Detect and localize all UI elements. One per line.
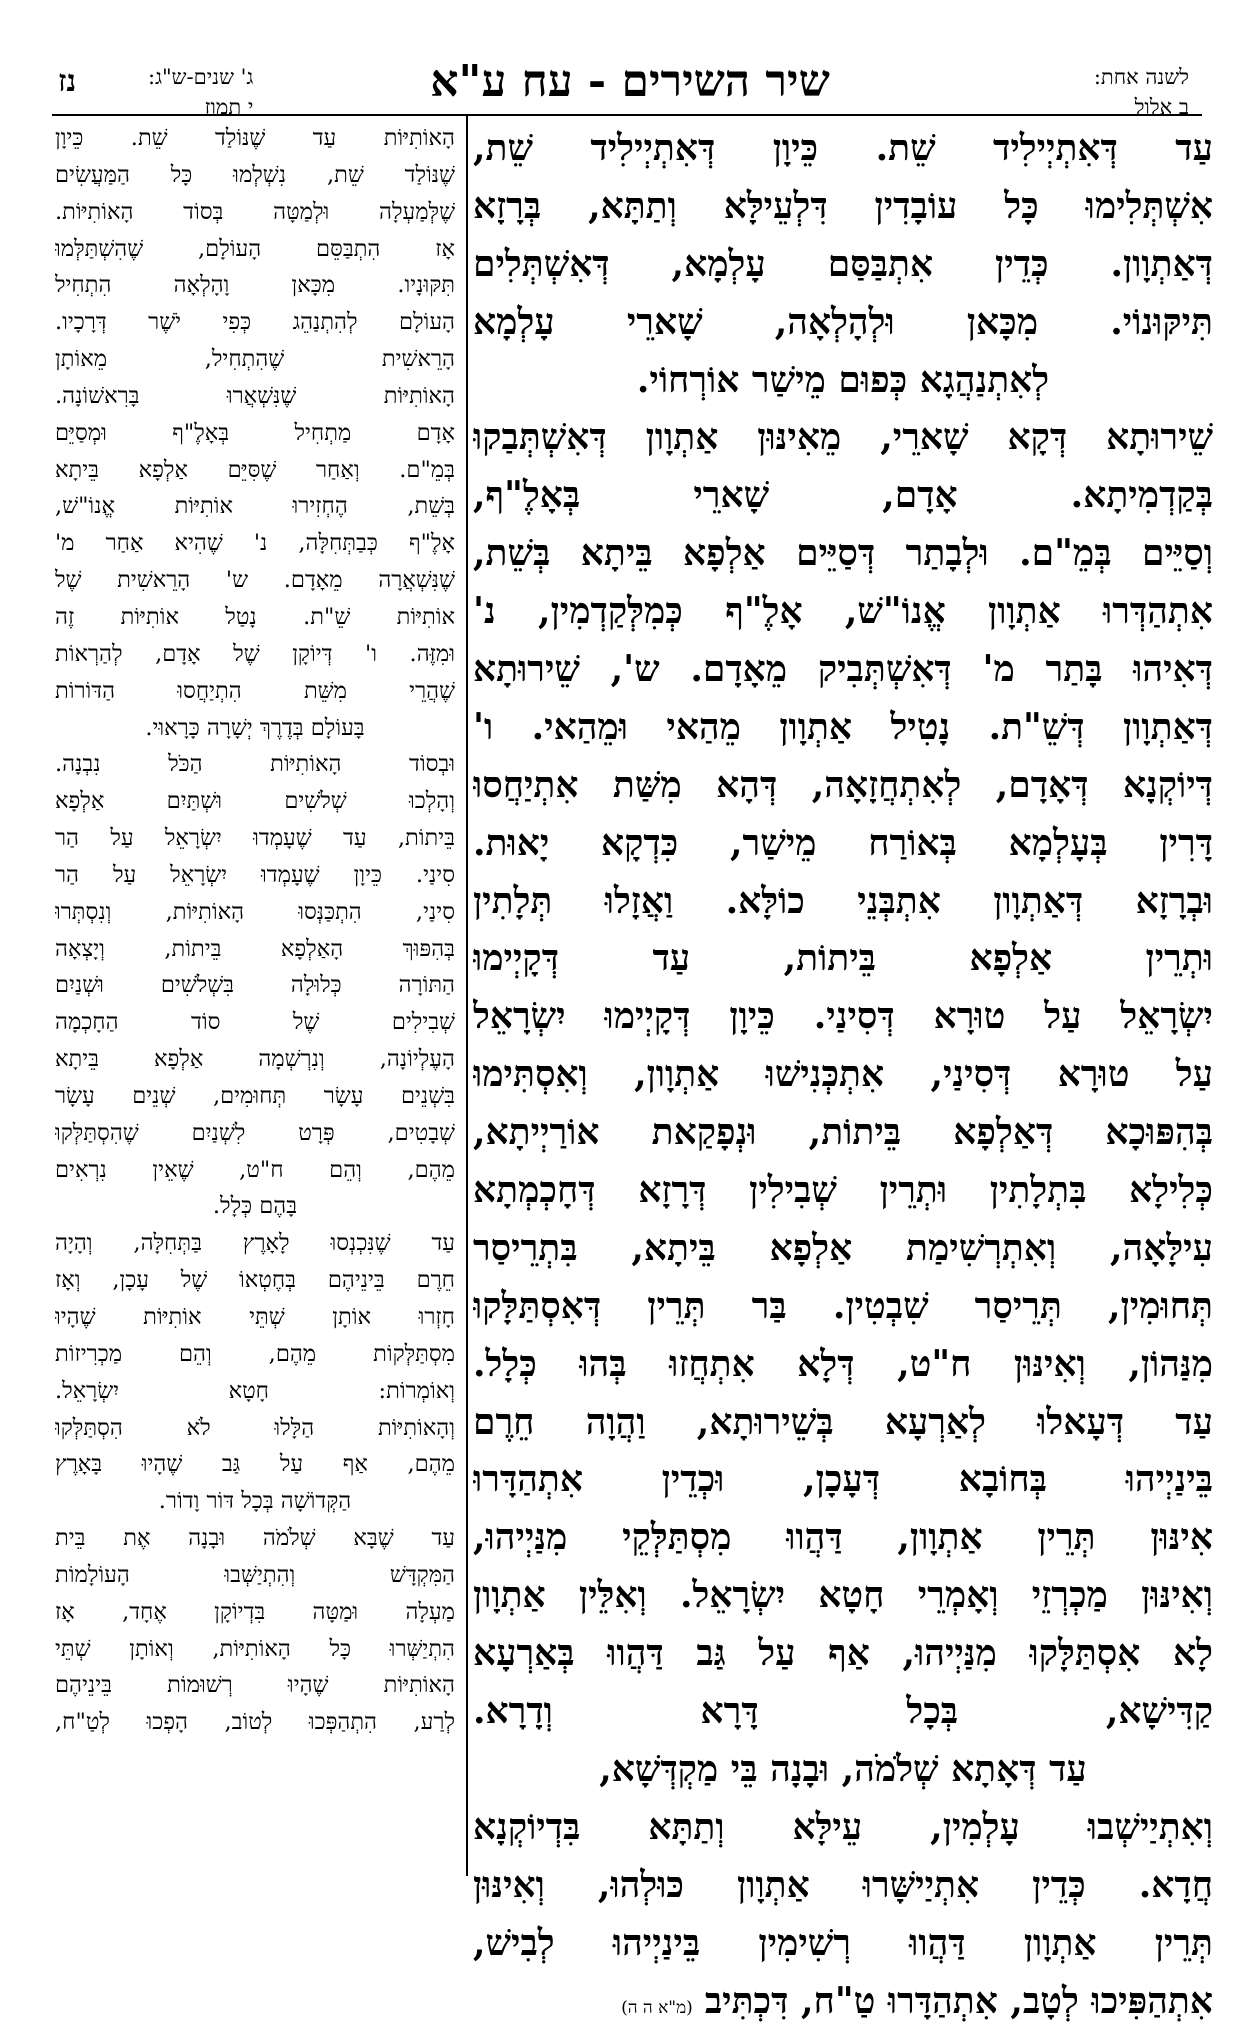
commentary-text-line: עַד שֶׁנִּכְנְסוּ לָאָרֶץ בַּתְּחִלָּה, וְהָיָה bbox=[55, 1225, 455, 1262]
main-text-line: עַד דְּאָתָא שְׁלֹמֹה, וּבָנָה בֵּי מַקְדְּשָׁא, bbox=[473, 1741, 1213, 1799]
schedule-three-years bbox=[148, 62, 253, 122]
main-text-line: עַל טוּרָא דְּסִינַי, אִתְכְּנִישׁוּ אַתְוָון, וְאִסְתִּימוּ bbox=[473, 1046, 1213, 1104]
commentary-text-line: תִּקּוּנָיו. מִכָּאן וָהָלְאָה הִתְחִיל bbox=[55, 267, 455, 304]
commentary-text-line: בְּמֵ"ם. וְאַחַר שֶׁסִּיֵּם אַלְפָא בֵּיתָא bbox=[55, 452, 455, 489]
main-text-line: תִּיקּוּנוֹי. מִכָּאן וּלְהָלְאָה, שָׁארֵי עָלְמָא bbox=[473, 294, 1213, 352]
main-text-line: וּבְרָזָא דְּאַתְוָון אִתְבְּנֵי כוֹלָּא. וַאֲזָלוּ תְּלָתִין bbox=[473, 873, 1213, 931]
schedule-three-years-label: ג' שנים-ש"ג: bbox=[148, 62, 253, 92]
main-text-line: קַדִּישָׁא, בְּכָל דָּרָא וְדָרָא. bbox=[473, 1683, 1213, 1741]
main-text-line: אִינּוּן תְּרֵין אַתְוָון, דַּהֲווּ מִסְתַּלְּקֵי מִנַּיְיהוּ, bbox=[473, 1509, 1213, 1567]
commentary-text-line: הַתּוֹרָה כְּלוּלָה בִּשְׁלֹשִׁים וּשְׁנַיִם bbox=[55, 967, 455, 1004]
main-text-line: לְאִתְנַהֲגָא כְּפוּם מֵישַׁר אוֹרְחוֹי. bbox=[473, 352, 1213, 410]
column-divider bbox=[466, 116, 468, 1876]
commentary-text-line: שֶׁנִּשְׁאֲרָה מֵאָדָם. ש' הָרֵאשִׁית שֶׁל bbox=[55, 562, 455, 599]
commentary-text-line: בָּהֶם כְּלָל. bbox=[55, 1188, 455, 1225]
commentary-text-line: סִינַי. כֵּיוָן שֶׁעָמְדוּ יִשְׂרָאֵל עַל הַר bbox=[55, 857, 455, 894]
page-header bbox=[0, 0, 1253, 108]
header-divider bbox=[52, 114, 1202, 116]
commentary-text-line: אָלֶ"ף כְּבַתְּחִלָּה, נ' שֶׁהִיא אַחַר מ' bbox=[55, 525, 455, 562]
schedule-one-year-date: ב אלול bbox=[1094, 92, 1189, 122]
commentary-text-line: שֶׁנּוֹלַד שֵׁת, נִשְׁלְמוּ כָּל הַמַּעֲשִׂים bbox=[55, 157, 455, 194]
main-text-line: וְאִינּוּן מַכְרְזֵי וְאָמְרֵי חָטָא יִשְׂרָאֵל. וְאִלֵּין אַתְוָון bbox=[473, 1567, 1213, 1625]
commentary-text-line: מַעְלָה וּמַטָּה בִּדְיוֹקָן אֶחָד, אָז bbox=[55, 1594, 455, 1631]
commentary-text-line: אָדָם מַתְחִיל בְּאָלֶ"ף וּמְסַיֵּם bbox=[55, 415, 455, 452]
commentary-text-line: בְּהִפּוּךְ הָאַלְפָא בֵּיתוֹת, וְיָצְאָה bbox=[55, 931, 455, 968]
commentary-text-line: לְרַע, הִתְהַפְּכוּ לְטוֹב, הָפְכוּ לְטַ"ח, bbox=[55, 1704, 455, 1741]
aramaic-text-column bbox=[473, 120, 1213, 2030]
main-text-line: עַד דְּעָאלוּ לְאַרְעָא בְּשֵׁירוּתָא, וַהֲוָה חֵרֶם bbox=[473, 1394, 1213, 1452]
commentary-text-line: בִּשְׁנֵים עָשָׂר תְּחוּמִים, שְׁנֵים עָשָׂר bbox=[55, 1078, 455, 1115]
commentary-text-line: הָעוֹלָם לְהִתְנַהֵג כְּפִי יֹשֶׁר דְּרָכָיו. bbox=[55, 304, 455, 341]
commentary-text-line: בָּעוֹלָם בְּדֶרֶךְ יְשָׁרָה כָּרָאוּי. bbox=[55, 710, 455, 747]
main-text-line: וְאִתְיַישְׁבוּ עָלְמִין, עֵילָּא וְתַתָּא בִּדְיוֹקְנָא bbox=[473, 1799, 1213, 1857]
commentary-text-line: עַד שֶׁבָּא שְׁלֹמֹה וּבָנָה אֶת בֵּית bbox=[55, 1520, 455, 1557]
page-title: שיר השירים - עח ע"א bbox=[300, 56, 960, 107]
commentary-text-line: שֶׁלְּמַעְלָה וּלְמַטָּה בְּסוֹד הָאוֹתִיּוֹת. bbox=[55, 194, 455, 231]
commentary-text-line: אָז הִתְבַּסֵּם הָעוֹלָם, שֶׁהִשְׁתַּלְּמוּ bbox=[55, 231, 455, 268]
commentary-text-line: שֶׁהֲרֵי מִשֵּׁת הִתְיַחֲסוּ הַדּוֹרוֹת bbox=[55, 673, 455, 710]
commentary-text-line: הָאוֹתִיּוֹת שֶׁהָיוּ רְשׁוּמוֹת בֵּינֵיהֶם bbox=[55, 1667, 455, 1704]
commentary-text-line: בֵּיתוֹת, עַד שֶׁעָמְדוּ יִשְׂרָאֵל עַל הַר bbox=[55, 820, 455, 857]
commentary-text-line: וְאוֹמְרוֹת: חָטָא יִשְׂרָאֵל. bbox=[55, 1373, 455, 1410]
main-text-line: אִתְהַדְּרוּ אַתְוָון אֱנוֹ"שׁ, אָלֶ"ף כְּמִלְּקַדְמִין, נ' bbox=[473, 583, 1213, 641]
commentary-text-line: שְׁבָטִים, פְּרָט לִשְׁנַיִם שֶׁהִסְתַּלְּקוּ bbox=[55, 1115, 455, 1152]
commentary-text-line: מִסְתַּלְּקוֹת מֵהֶם, וְהֵם מַכְרִיזוֹת bbox=[55, 1336, 455, 1373]
schedule-one-year-label: לשנה אחת: bbox=[1094, 62, 1189, 92]
commentary-text-line: חָזְרוּ אוֹתָן שְׁתֵּי אוֹתִיּוֹת שֶׁהָיוּ bbox=[55, 1299, 455, 1336]
commentary-text-line: אוֹתִיּוֹת שֵׁ"ת. נָטַל אוֹתִיּוֹת זֶה bbox=[55, 599, 455, 636]
main-text-line: דְּאִיהוּ בָּתַר מ' דְּאִשְׁתְּבִיק מֵאָדָם. ש', שֵׁירוּתָא bbox=[473, 641, 1213, 699]
main-text-line: עַד דְּאִתְיְילִיד שֵׁת. כֵּיוָן דְּאִתְיְילִיד שֵׁת, bbox=[473, 120, 1213, 178]
commentary-text-line: וּמִזֶּה. ו' דְּיוֹקָן שֶׁל אָדָם, לְהַרְאוֹת bbox=[55, 636, 455, 673]
commentary-text-line: וּבְסוֹד הָאוֹתִיּוֹת הַכֹּל נִבְנָה. bbox=[55, 746, 455, 783]
commentary-text-line: חֵרֶם בֵּינֵיהֶם בְּחֶטְאוֹ שֶׁל עָכָן, וְאָז bbox=[55, 1262, 455, 1299]
commentary-text-line: הַקְּדוֹשָׁה בְּכָל דּוֹר וָדוֹר. bbox=[55, 1483, 455, 1520]
commentary-text-line: סִינַי, הִתְכַּנְּסוּ הָאוֹתִיּוֹת, וְנִסְתְּרוּ bbox=[55, 894, 455, 931]
commentary-text-line: הַמִּקְדָּשׁ וְהִתְיַשְּׁבוּ הָעוֹלָמוֹת bbox=[55, 1557, 455, 1594]
main-text-last-line: אִתְהַפִּיכוּ לְטָב, אִתְהַדָּרוּ טַ"ח, דִּכְתִּיב bbox=[705, 1980, 1213, 2022]
commentary-text-line: שְׁבִילִים שֶׁל סוֹד הַחָכְמָה bbox=[55, 1004, 455, 1041]
commentary-text-line: הִתְיַשְּׁרוּ כָּל הָאוֹתִיּוֹת, וְאוֹתָן שְׁתֵּי bbox=[55, 1631, 455, 1668]
main-text-line: דְּאַתְוָון דְּשֵׁ"ת. נָטִיל אַתְוָון מֵהַאי וּמֵהַאי. ו' bbox=[473, 699, 1213, 757]
commentary-text-line: בְּשֵׁת, הֶחְזִירוּ אוֹתִיּוֹת אֱנוֹ"שׁ, bbox=[55, 488, 455, 525]
commentary-text-line: וְהָלְכוּ שְׁלֹשִׁים וּשְׁתַּיִם אַלְפָא bbox=[55, 783, 455, 820]
main-text-line: לָא אִסְתַּלָּקוּ מִנַּיְיהוּ, אַף עַל גַּב דַּהֲווּ בְּאַרְעָא bbox=[473, 1625, 1213, 1683]
hebrew-translation-column bbox=[55, 120, 455, 1741]
main-text-line: דְּיוֹקְנָא דְּאָדָם, לְאִתְחֲזָאָה, דְּהָא מִשַּׁת אִתְיַחֲסוּ bbox=[473, 757, 1213, 815]
schedule-one-year bbox=[1094, 62, 1189, 122]
main-text-line: עִילָּאָה, וְאִתְרְשִׁימַת אַלְפָא בֵּיתָא, בִּתְרֵיסַר bbox=[473, 1220, 1213, 1278]
main-text-line: דְּאַתְוָון. כְּדֵין אִתְבַּסַּם עָלְמָא, דְּאִשְׁתְּלִים bbox=[473, 236, 1213, 294]
commentary-text-line: מֵהֶם, אַף עַל גַּב שֶׁהָיוּ בָּאָרֶץ bbox=[55, 1446, 455, 1483]
main-text-line: וּתְרֵין אַלְפָא בֵּיתוֹת, עַד דְּקָיְימוּ bbox=[473, 930, 1213, 988]
main-text-line: חֲדָא. כְּדֵין אִתְיַישָּׁרוּ אַתְוָון כּוּלְהוּ, וְאִינּוּן bbox=[473, 1857, 1213, 1915]
main-text-line: בְּקַדְמִיתָא. אָדָם, שָׁארֵי בְּאָלֶ"ף, bbox=[473, 467, 1213, 525]
main-text-line bbox=[473, 1973, 1213, 2030]
commentary-text-line: הָרֵאשִׁית שֶׁהִתְחִיל, מֵאוֹתָן bbox=[55, 341, 455, 378]
main-text-line: וְסַיֵּים בְּמֵ"ם. וּלְבָתַר דְּסַיֵּים אַלְפָא בֵּיתָא בְּשֵׁת, bbox=[473, 525, 1213, 583]
schedule-three-years-date: י תמוז bbox=[148, 92, 253, 122]
commentary-text-line: הָאוֹתִיּוֹת שֶׁנִּשְׁאֲרוּ בָּרִאשׁוֹנָה. bbox=[55, 378, 455, 415]
main-text-line: דָּרִין בְּעָלְמָא בְּאוֹרַח מֵישַׁר, כִּדְקָא יָאוּת. bbox=[473, 815, 1213, 873]
main-text-line: שֵׁירוּתָא דְּקָא שָׁארֵי, מֵאִינּוּן אַתְוָון דְּאִשְׁתְּבַקוּ bbox=[473, 409, 1213, 467]
commentary-text-line: וְהָאוֹתִיּוֹת הַלָּלוּ לֹא הִסְתַּלְּקוּ bbox=[55, 1410, 455, 1447]
commentary-text-line: הָאוֹתִיּוֹת עַד שֶׁנּוֹלַד שֵׁת. כֵּיוָן bbox=[55, 120, 455, 157]
commentary-text-line: מֵהֶם, וְהֵם ח"ט, שֶׁאֵין נִרְאִים bbox=[55, 1152, 455, 1189]
commentary-text-line: הָעֶלְיוֹנָה, וְנִרְשְׁמָה אַלְפָא בֵּיתָא bbox=[55, 1041, 455, 1078]
main-text-line: בְּהִפּוּכָא דְּאַלְפָא בֵּיתוֹת, וּנְפָקַאת אוֹרַיְיתָא, bbox=[473, 1104, 1213, 1162]
main-text-line: תְּחוּמִין, תְּרֵיסַר שִׁבְטִין. בַּר תְּרֵין דְּאִסְתַּלָּקוּ bbox=[473, 1278, 1213, 1336]
page-number: נז bbox=[58, 64, 76, 99]
main-text-line: תְּרֵין אַתְוָון דַּהֲווּ רְשִׁימִין בֵּינַיְיהוּ לְבִישׁ, bbox=[473, 1915, 1213, 1973]
main-text-line: מִנַּהוֹן, וְאִינּוּן ח"ט, דְּלָא אִתְחֲזוּ בְּהוּ כְּלָל. bbox=[473, 1336, 1213, 1394]
main-text-line: יִשְׂרָאֵל עַל טוּרָא דְּסִינַי. כֵּיוָן דְּקָיְימוּ יִשְׂרָאֵל bbox=[473, 988, 1213, 1046]
main-text-line: כְּלִילָא בִּתְלָתִין וּתְרֵין שְׁבִילִין דְּרָזָא דְּחָכְמְתָא bbox=[473, 1162, 1213, 1220]
main-text-line: בֵּינַיְיהוּ בְּחוֹבָא דְּעָכָן, וּכְדֵין אִתְהַדָּרוּ bbox=[473, 1451, 1213, 1509]
main-text-line: אִשְׁתְּלִימוּ כָּל עוֹבָדִין דִּלְעֵילָּא וְתַתָּא, בְּרָזָא bbox=[473, 178, 1213, 236]
verse-reference: (מ"א ה ה) bbox=[621, 1998, 693, 2018]
